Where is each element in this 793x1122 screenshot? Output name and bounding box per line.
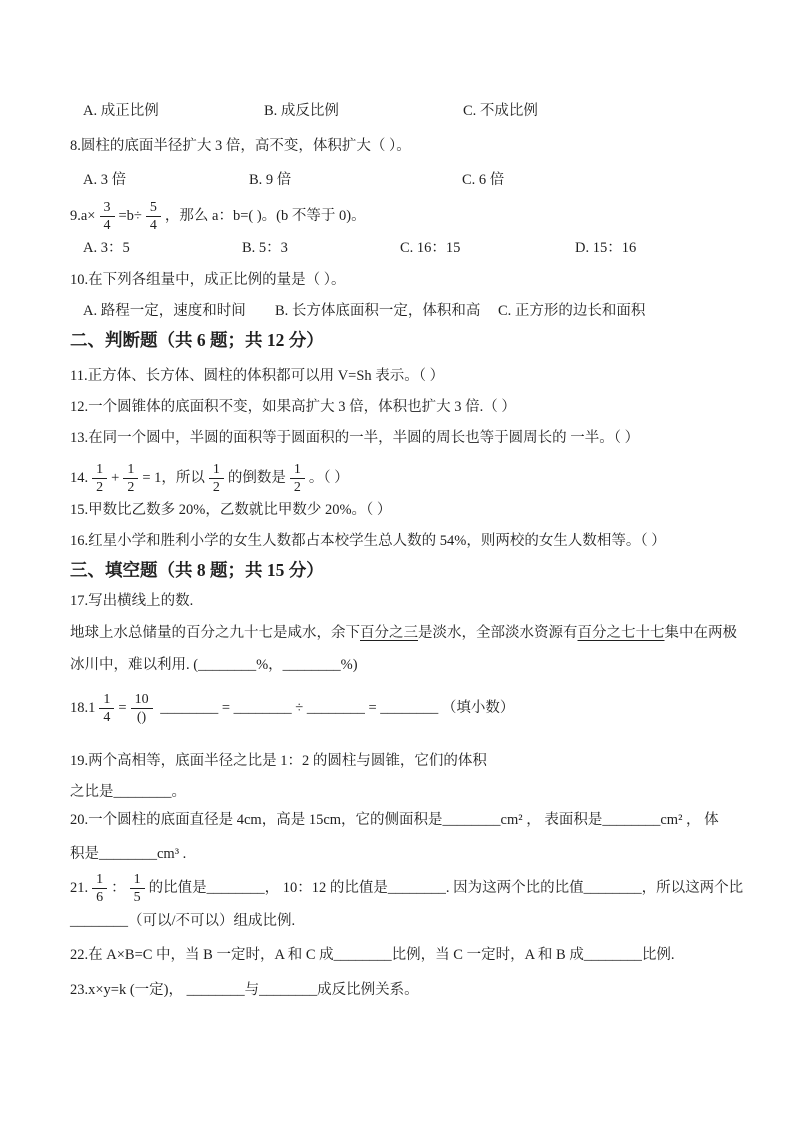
fraction-1-4: $\frac{1}{4}$ (99, 692, 114, 725)
q11-text: 11.正方体、长方体、圆柱的体积都可以用 V=Sh 表示。（ ） (70, 368, 445, 384)
q21-prefix: 21. (70, 879, 89, 896)
q14-prefix: 14. (70, 469, 89, 486)
q18-prefix: 18.1 (70, 699, 96, 716)
q18-equals: = (118, 699, 127, 716)
q16-text: 16.红星小学和胜利小学的女生人数都占本校学生总人数的 54%，则两校的女生人数相等。（ ） (70, 533, 666, 549)
q10-options-row (70, 301, 743, 323)
q17-segment: 是淡水，全部淡水资源有 (418, 625, 578, 641)
fraction-1-2: $\frac{1}{2}$ (209, 462, 224, 495)
section-3-title: 三、填空题（共 8 题；共 15 分） (70, 560, 324, 580)
q9-option-c: C. 16：15 (400, 240, 461, 256)
fraction-1-2: $\frac{1}{2}$ (123, 462, 138, 495)
q23-text: 23.x×y=k (一定)， ________与________成反比例关系。 (70, 982, 419, 998)
q14-mid2: 的倒数是 (227, 469, 286, 486)
q8-option-a: A. 3 倍 (83, 172, 127, 188)
q9-prefix: 9.a× (70, 207, 96, 224)
q19-line2: 之比是________。 (70, 784, 186, 800)
q9-text (70, 200, 743, 233)
q17-line1: 17.写出横线上的数. (70, 593, 194, 609)
fraction-5-4: $\frac{5}{4}$ (146, 200, 161, 233)
q12-text: 12.一个圆锥体的底面积不变，如果高扩大 3 倍，体积也扩大 3 倍.（ ） (70, 399, 516, 415)
q10-option-a: A. 路程一定，速度和时间 (83, 303, 246, 319)
q21-tail: 的比值是________， 10：12 的比值是________. 因为这两个比的比值________，所以这两个比 (148, 879, 744, 896)
q10-option-b: B. 长方体底面积一定，体积和高 (275, 303, 481, 319)
q9-mid: =b÷ (118, 207, 142, 224)
section-2-title: 二、判断题（共 6 题；共 12 分） (70, 330, 324, 350)
q9-option-b: B. 5：3 (242, 240, 288, 256)
q14-plus: + (111, 469, 120, 486)
q21-line2: ________（可以/不可以）组成比例. (70, 913, 296, 929)
fraction-1-6: $\frac{1}{6}$ (92, 872, 107, 905)
q8-option-c: C. 6 倍 (462, 172, 505, 188)
q18-text (70, 692, 743, 725)
q15-text: 15.甲数比乙数多 20%，乙数就比甲数少 20%。（ ） (70, 502, 392, 518)
q8-options-row (70, 170, 743, 192)
q8-option-b: B. 9 倍 (249, 172, 292, 188)
fraction-1-2: $\frac{1}{2}$ (290, 462, 305, 495)
q9-options-row (70, 238, 743, 260)
q17-segment: 集中在两极 (664, 625, 737, 641)
q21-text (70, 872, 743, 905)
q14-text (70, 462, 743, 495)
q7-option-b: B. 成反比例 (264, 103, 339, 119)
q9-suffix: ，那么 a：b=( )。(b 不等于 0)。 (164, 207, 366, 224)
q19-line1: 19.两个高相等，底面半径之比是 1：2 的圆柱与圆锥，它们的体积 (70, 753, 487, 769)
q17-line2 (70, 623, 743, 643)
q9-option-d: D. 15：16 (575, 240, 637, 256)
q20-line1: 20.一个圆柱的底面直径是 4cm，高是 15cm，它的侧面积是________cm² ， 表面积是________cm² ， 体 (70, 812, 719, 828)
q7-option-a: A. 成正比例 (83, 103, 159, 119)
fraction-1-5: $\frac{1}{5}$ (130, 872, 145, 905)
fraction-10-blank: $\frac{10}{()}$ (131, 692, 153, 725)
q17-underlined-term: 百分之七十七 (577, 625, 665, 641)
q10-option-c: C. 正方形的边长和面积 (498, 303, 646, 319)
q17-line3: 冰川中，难以利用. (________%，________%) (70, 657, 358, 673)
q17-underlined-term: 百分之三 (360, 625, 418, 641)
q14-mid1: = 1，所以 (142, 469, 205, 486)
q7-options-row (70, 101, 743, 123)
q22-text: 22.在 A×B=C 中，当 B 一定时，A 和 C 成________比例，当 C 一定时，A 和 B 成________比例. (70, 947, 675, 963)
q8-text: 8.圆柱的底面半径扩大 3 倍，高不变，体积扩大（ ）。 (70, 138, 411, 154)
fraction-1-2: $\frac{1}{2}$ (92, 462, 107, 495)
q20-line2: 积是________cm³ . (70, 846, 187, 862)
fraction-3-4: $\frac{3}{4}$ (100, 200, 115, 233)
q18-tail: ________ = ________ ÷ ________ = ________ （填小数） (156, 699, 515, 716)
q9-option-a: A. 3：5 (83, 240, 130, 256)
q14-suffix: 。（ ） (308, 469, 349, 486)
q10-text: 10.在下列各组量中，成正比例的量是（ ）。 (70, 272, 346, 288)
q13-text: 13.在同一个圆中，半圆的面积等于圆面积的一半，半圆的周长也等于圆周长的 一半。（ ） (70, 430, 640, 446)
q7-option-c: C. 不成比例 (463, 103, 538, 119)
q21-colon: ： (111, 879, 126, 896)
q17-segment: 地球上水总储量的百分之九十七是咸水，余下 (70, 625, 360, 641)
